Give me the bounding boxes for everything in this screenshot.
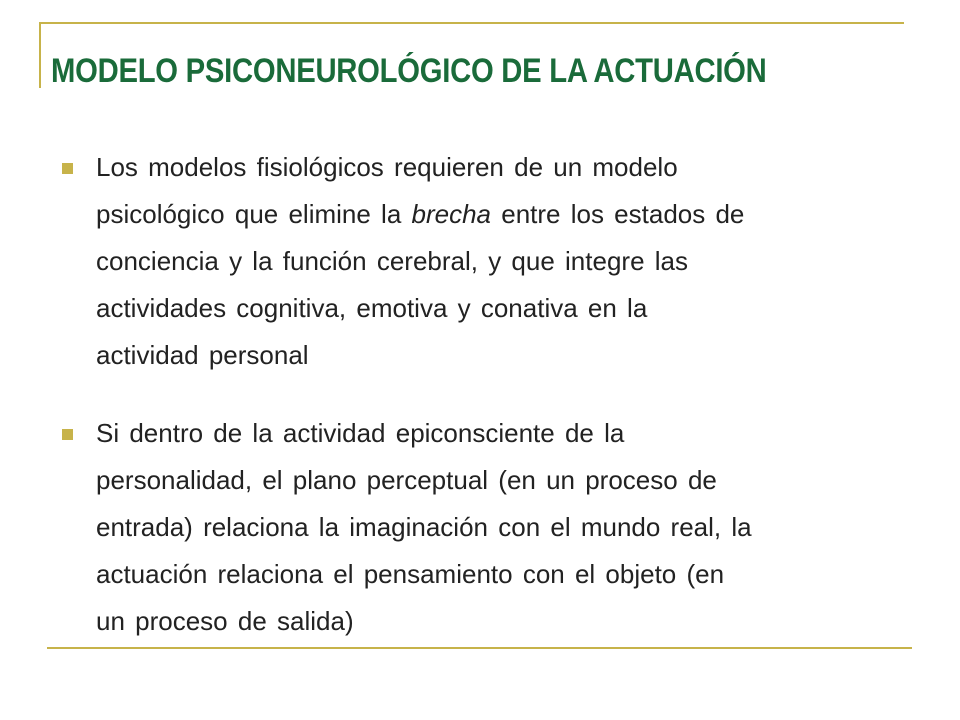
bullet-line: actividades cognitiva, emotiva y conativa en la [96,293,648,323]
bullet-line: conciencia y la función cerebral, y que integre las [96,246,688,276]
bullet-line [96,191,916,238]
bullet-line: entrada) relaciona la imaginación con el mundo real, la [96,512,752,542]
bullet-line-text: entre los estados de [491,199,745,229]
bullet-line: personalidad, el plano perceptual (en un proceso de [96,465,717,495]
bullet-line: Los modelos fisiológicos requieren de un modelo [96,152,678,182]
bullet-line: Si dentro de la actividad epiconsciente de la [96,418,625,448]
top-left-vertical-rule [39,22,41,88]
bullet-text [96,144,916,379]
bottom-horizontal-rule [47,647,912,649]
top-horizontal-rule [39,22,904,24]
square-bullet-icon [62,429,73,440]
bullet-text [96,410,916,645]
bullet-line: un proceso de salida) [96,606,354,636]
slide-title: MODELO PSICONEUROLÓGICO DE LA ACTUACIÓN [51,52,767,90]
bullet-line-text: psicológico que elimine la [96,199,412,229]
emphasized-word: brecha [411,199,492,229]
square-bullet-icon [62,163,73,174]
bullet-line: actividad personal [96,340,309,370]
bullet-line: actuación relaciona el pensamiento con el objeto (en [96,559,725,589]
